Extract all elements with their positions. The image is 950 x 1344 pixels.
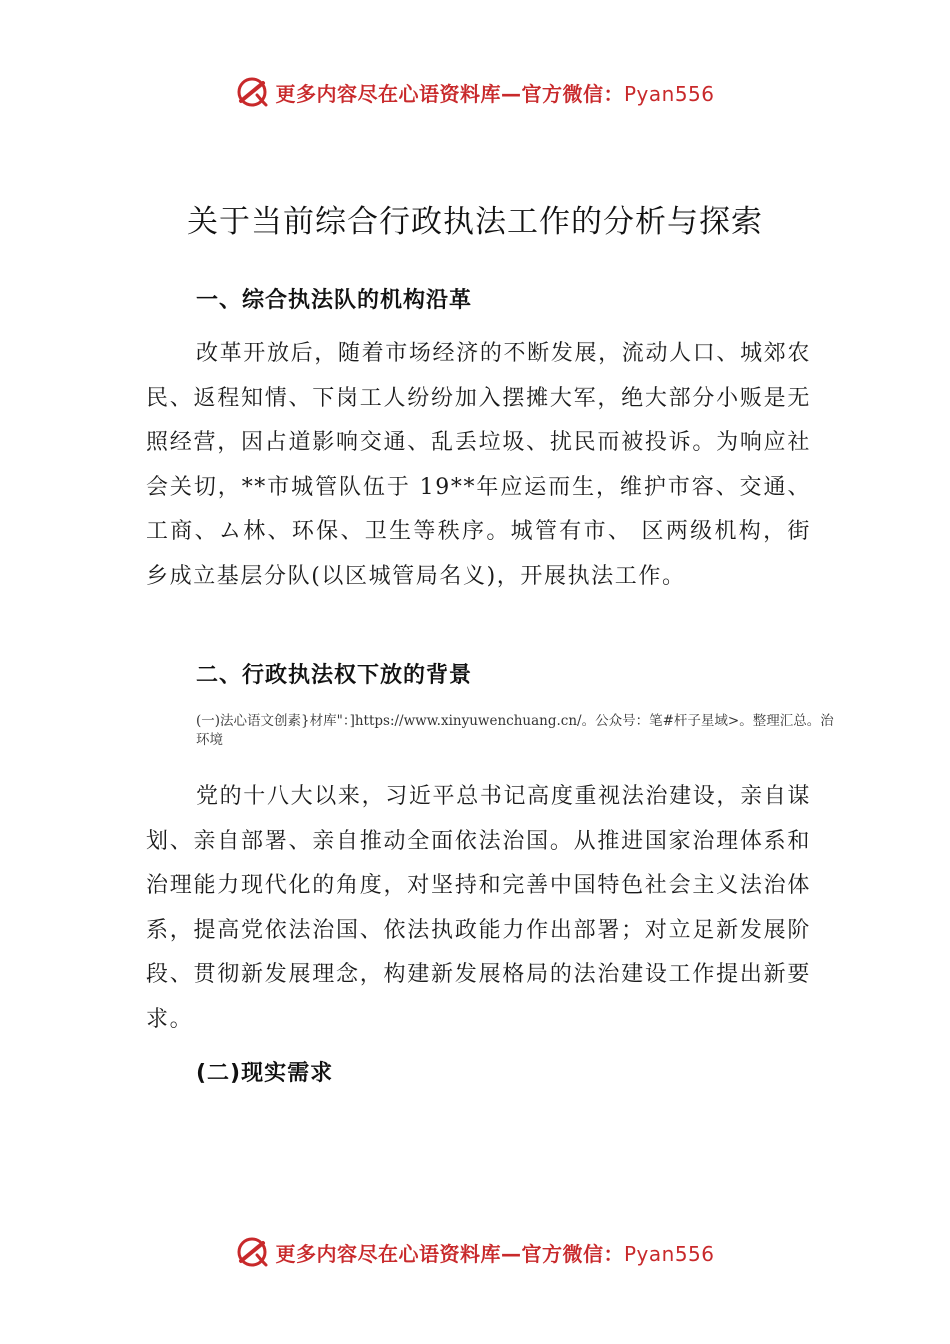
header-banner-handle: Pyan556 [623, 81, 715, 106]
watermark-note: (一)法心语文创素}材库"：]https://www.xinyuwenchuang.cn/。公众号：笔#杆子星域>。整理汇总。治环境 [196, 713, 834, 748]
section-heading-2: 二、行政执法权下放的背景 [196, 663, 473, 688]
brush-logo-icon [235, 75, 269, 109]
header-banner-label: 更多内容尽在心语资料库—官方微信： [275, 81, 624, 106]
section-heading-1: 一、综合执法队的机构沿革 [196, 288, 473, 313]
brush-logo-icon [235, 1235, 269, 1269]
header-banner-text [275, 78, 714, 107]
footer-banner-handle: Pyan556 [623, 1241, 715, 1266]
footer-banner-label: 更多内容尽在心语资料库—官方微信： [275, 1241, 624, 1266]
footer-banner [0, 1230, 950, 1274]
section-heading-3: (二)现实需求 [196, 1061, 334, 1086]
section-paragraph-1: 改革开放后，随着市场经济的不断发展，流动人口、城郊农民、返程知情、下岗工人纷纷加入摆摊大军，绝大部分小贩是无照经营，因占道影响交通、乱丢垃圾、扰民而被投诉。为响应社会关切，**市城管队伍于 19**年应运而生，维护市容、交通、工商、ム林、环保、卫生等秩序。城管有市、 区两级机构，街乡成立基层分队(以区城管局名义)，开展执法工作。 [146, 341, 811, 589]
section-paragraph-2: 党的十八大以来，习近平总书记高度重视法治建设，亲自谋划、亲自部署、亲自推动全面依法治国。从推进国家治理体系和治理能力现代化的角度，对坚持和完善中国特色社会主义法治体系，提高党依法治国、依法执政能力作出部署；对立足新发展阶段、贯彻新发展理念，构建新发展格局的法治建设工作提出新要求。 [146, 784, 811, 1032]
document-title: 关于当前综合行政执法工作的分析与探索 [187, 204, 763, 240]
footer-banner-text [275, 1238, 714, 1267]
header-banner [0, 70, 950, 114]
